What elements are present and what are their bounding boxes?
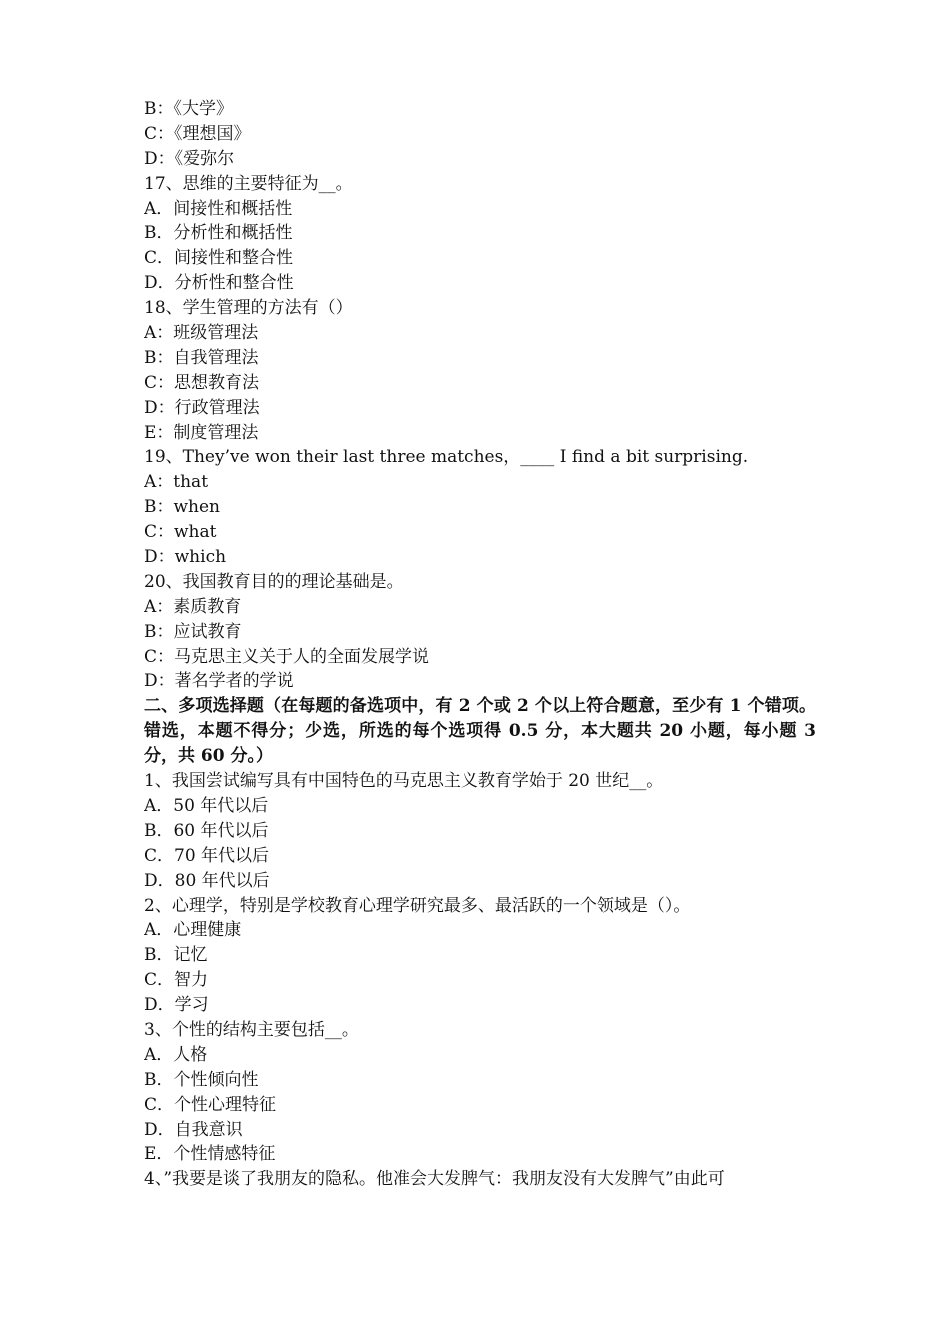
option-line: E．个性情感特征 [144, 1144, 276, 1165]
option-line: C：《理想国》 [144, 123, 251, 144]
document-body [144, 97, 816, 1192]
option-line: D：which [144, 547, 227, 568]
question-line: 2、心理学，特别是学校教育心理学研究最多、最活跃的一个领域是（）。 [144, 895, 691, 916]
option-line: A：that [144, 472, 209, 493]
option-line: D．自我意识 [144, 1119, 243, 1140]
option-line: D：《爱弥尔 [144, 148, 235, 169]
section-heading: 二、多项选择题（在每题的备选项中，有 2 个或 2 个以上符合题意，至少有 1 个错项。错选，本题不得分；少选，所选的每个选项得 0.5 分，本大题共 20 小题，每小题 3 分，共 60 分。） [144, 696, 816, 767]
option-line: C．间接性和整合性 [144, 248, 294, 269]
question-line: 4、”我要是谈了我朋友的隐私。他准会大发脾气：我朋友没有大发脾气”由此可 [144, 1169, 725, 1190]
option-line: B：《大学》 [144, 99, 233, 119]
option-line: C．智力 [144, 970, 209, 991]
question-line: 20、我国教育目的的理论基础是。 [144, 571, 404, 592]
option-line: A．心理健康 [144, 920, 242, 941]
option-line: B：应试教育 [144, 621, 242, 642]
option-line: A：素质教育 [144, 596, 242, 617]
question-line: 3、个性的结构主要包括__。 [144, 1020, 359, 1040]
option-line: E：制度管理法 [144, 422, 259, 443]
option-line: C：思想教育法 [144, 372, 260, 393]
option-line: B．个性倾向性 [144, 1069, 259, 1090]
option-line: C．70 年代以后 [144, 845, 270, 866]
option-line: B．60 年代以后 [144, 820, 269, 841]
option-line: A．间接性和概括性 [144, 198, 293, 219]
option-line: A：班级管理法 [144, 323, 259, 344]
option-line: D．学习 [144, 995, 209, 1016]
option-line: D．80 年代以后 [144, 870, 270, 891]
option-line: C．个性心理特征 [144, 1094, 277, 1115]
option-line: C：马克思主义关于人的全面发展学说 [144, 646, 430, 667]
question-line: 18、学生管理的方法有（） [144, 298, 353, 319]
question-line: 1、我国尝试编写具有中国特色的马克思主义教育学始于 20 世纪__。 [144, 771, 664, 792]
option-line: D：行政管理法 [144, 397, 260, 418]
option-line: B：when [144, 497, 221, 518]
option-line: A．人格 [144, 1044, 208, 1065]
option-line: B．记忆 [144, 945, 208, 966]
option-line: D．分析性和整合性 [144, 273, 294, 294]
option-line: D：著名学者的学说 [144, 671, 294, 692]
option-line: B．分析性和概括性 [144, 223, 293, 244]
option-line: B：自我管理法 [144, 347, 259, 368]
question-line: 19、They’ve won their last three matches，____ I find a bit surprising. [144, 447, 749, 468]
option-line: A．50 年代以后 [144, 795, 269, 816]
option-line: C：what [144, 522, 217, 543]
question-line: 17、思维的主要特征为__。 [144, 173, 353, 194]
